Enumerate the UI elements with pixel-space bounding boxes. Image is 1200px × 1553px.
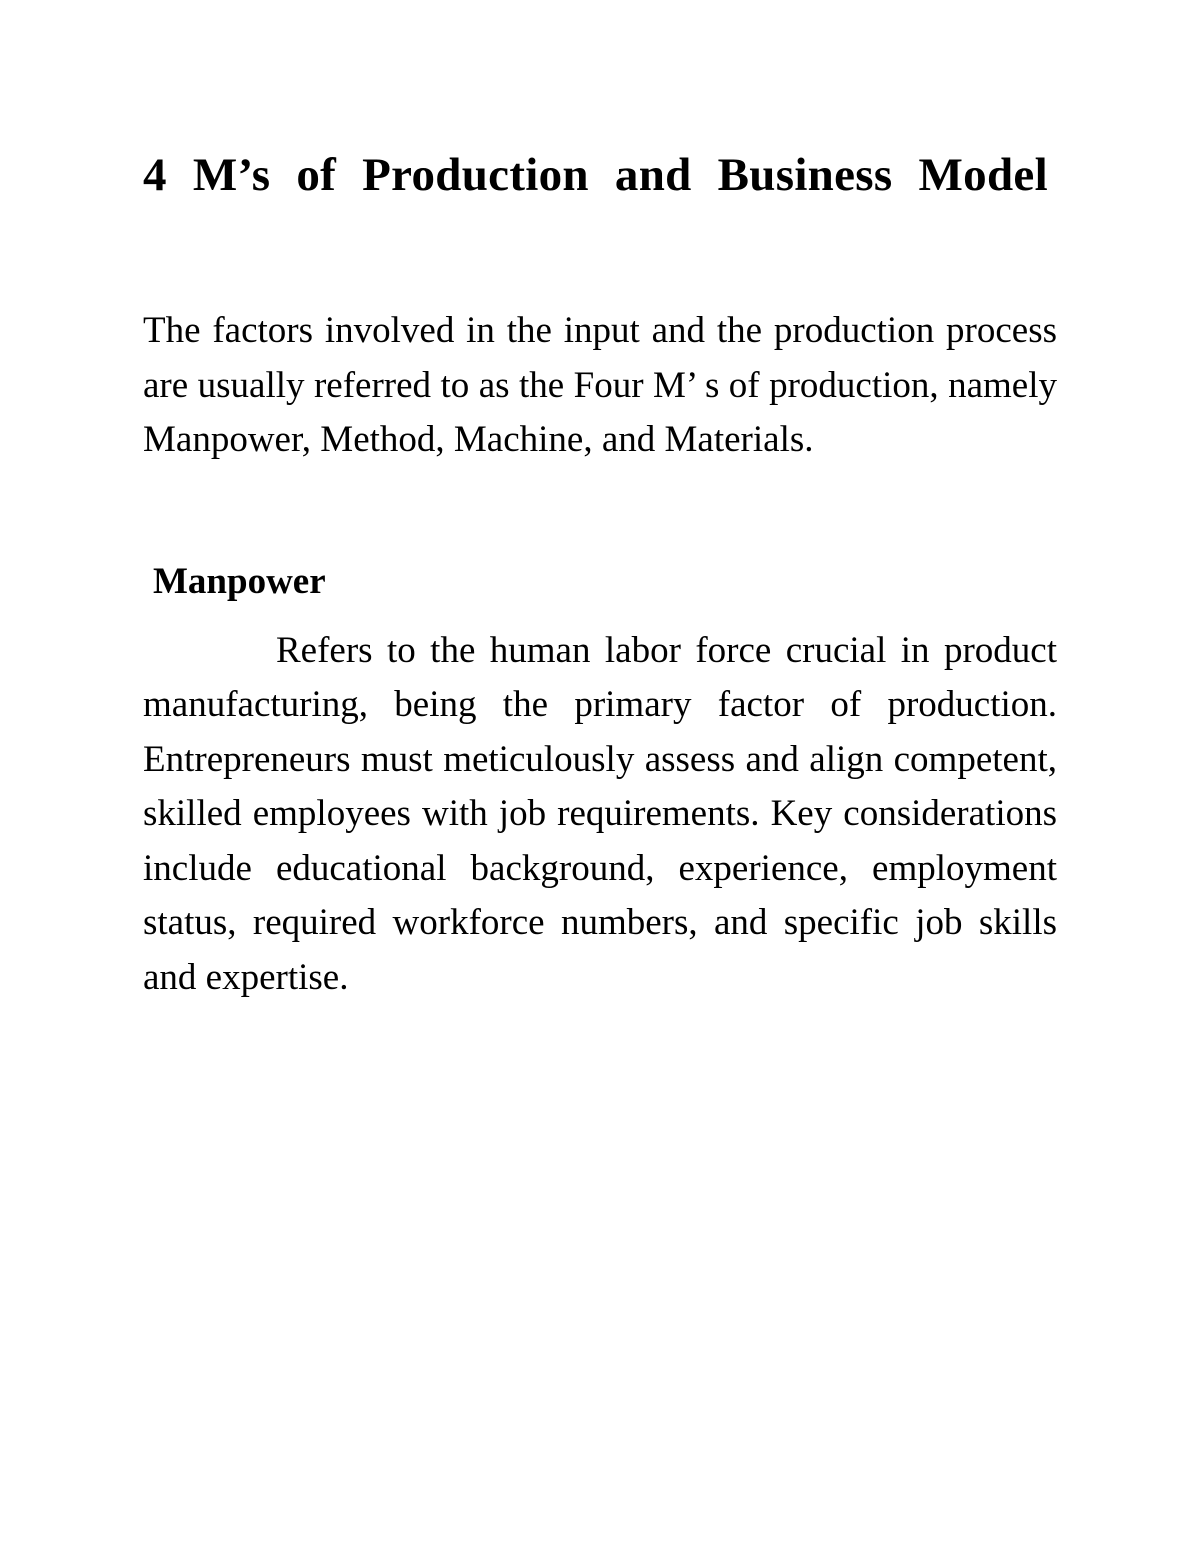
intro-paragraph: The factors involved in the input and the production process are usually referred to as the Four M’ s of production, namely Manpower, Method, Machine, and Materials.: [143, 310, 1057, 460]
section-body-manpower: Refers to the human labor force crucial in product manufacturing, being the primary factor of production. Entrepreneurs must meticulously assess and align competent, skilled employees with job requirements. Key considerations include educational background, experience, employment status, required workforce numbers, and specific job skills and expertise.: [143, 629, 1057, 998]
document-content: [143, 144, 1057, 1005]
section-heading-manpower: Manpower: [153, 560, 326, 602]
document-title: 4 M’s of Production and Business Model: [143, 149, 1048, 201]
